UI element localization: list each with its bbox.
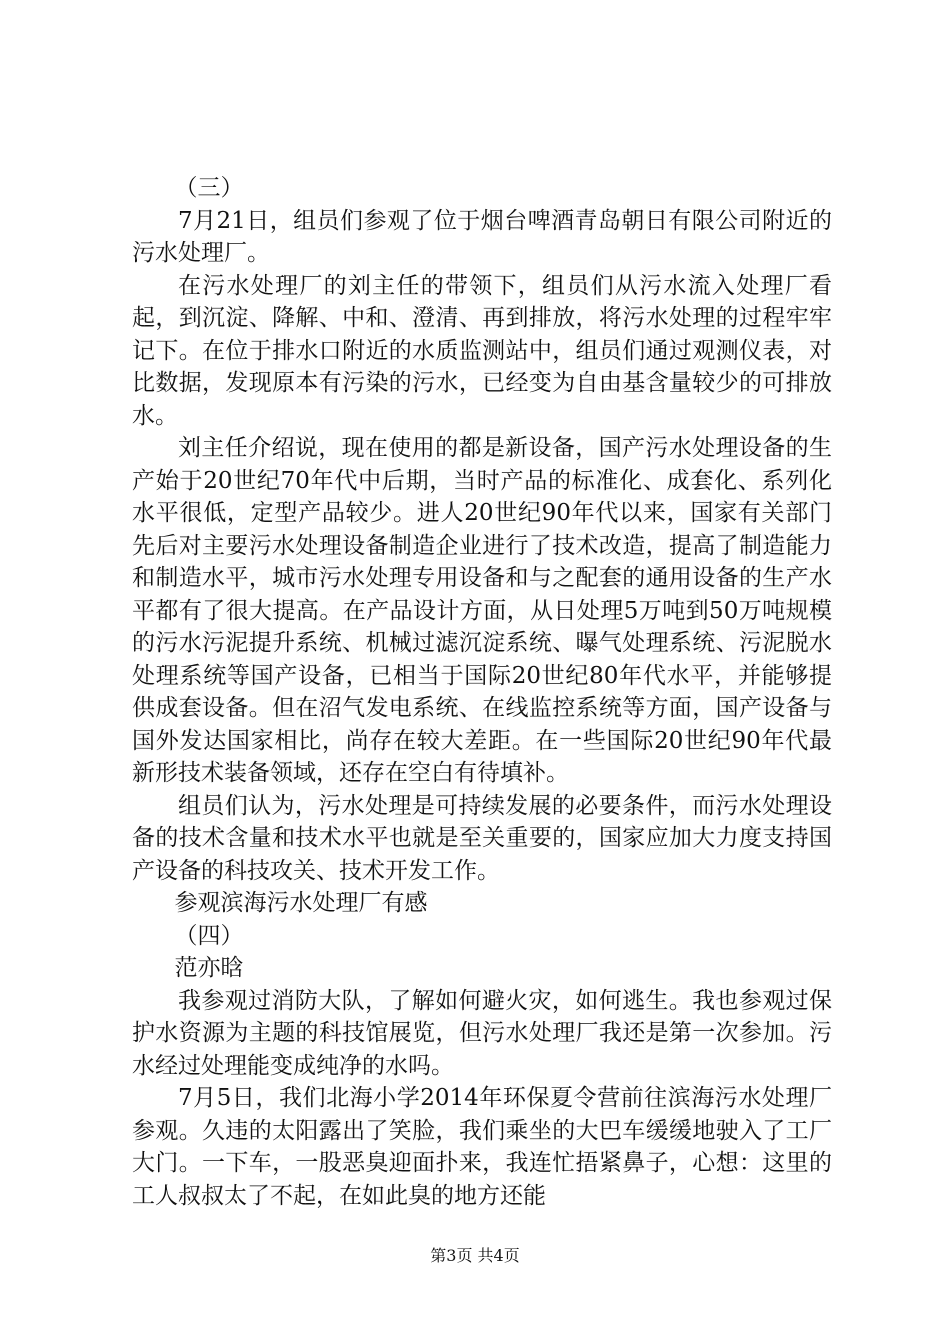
author-name: 范亦晗	[174, 955, 244, 981]
document-body	[132, 172, 832, 1212]
paragraph-visit-date: 7月21日，组员们参观了位于烟台啤酒青岛朝日有限公司附近的污水处理厂。	[132, 207, 832, 266]
paragraph-process: 在污水处理厂的刘主任的带领下，组员们从污水流入处理厂看起，到沉淀、降解、中和、澄清、再到排放，将污水处理的过程牢牢记下。在位于排水口附近的水质监测站中，组员们通过观测仪表，对比数据，发现原本有污染的污水，已经变为自由基含量较少的可排放水。	[132, 272, 832, 429]
paragraph-equipment: 刘主任介绍说，现在使用的都是新设备，国产污水处理设备的生产始于20世纪70年代中后期，当时产品的标准化、成套化、系列化水平很低，定型产品较少。进人20世纪90年代以来，国家有关部门先后对主要污水处理设备制造企业进行了技术改造，提高了制造能力和制造水平，城市污水处理专用设备和与之配套的通用设备的生产水平都有了很大提高。在产品设计方面，从日处理5万吨到50万吨规模的污水污泥提升系统、机械过滤沉淀系统、曝气处理系统、污泥脱水处理系统等国产设备，已相当于国际20世纪80年代水平，并能够提供成套设备。但在沼气发电系统、在线监控系统等方面，国产设备与国外发达国家相比，尚存在较大差距。在一些国际20世纪90年代最新形技术装备领域，还存在空白有待填补。	[132, 435, 832, 786]
paragraph-conclusion: 组员们认为，污水处理是可持续发展的必要条件，而污水处理设备的技术含量和技术水平也就是至关重要的，国家应加大力度支持国产设备的科技攻关、技术开发工作。	[132, 792, 832, 884]
page-number: 第3页 共4页	[430, 1246, 520, 1265]
section-heading-4: （四）	[174, 922, 244, 949]
paragraph-trip: 7月5日，我们北海小学2014年环保夏令营前往滨海污水处理厂参观。久违的太阳露出了笑脸，我们乘坐的大巴车缓缓地驶入了工厂大门。一下车，一股恶臭迎面扑来，我连忙捂紧鼻子，心想：这里的工人叔叔太了不起，在如此臭的地方还能	[132, 1085, 832, 1209]
section-heading-3: （三）	[174, 175, 244, 201]
article-title: 参观滨海污水处理厂有感	[174, 890, 428, 916]
paragraph-intro: 我参观过消防大队，了解如何避火灾，如何逃生。我也参观过保护水资源为主题的科技馆展览，但污水处理厂我还是第一次参加。污水经过处理能变成纯净的水吗。	[132, 987, 832, 1079]
